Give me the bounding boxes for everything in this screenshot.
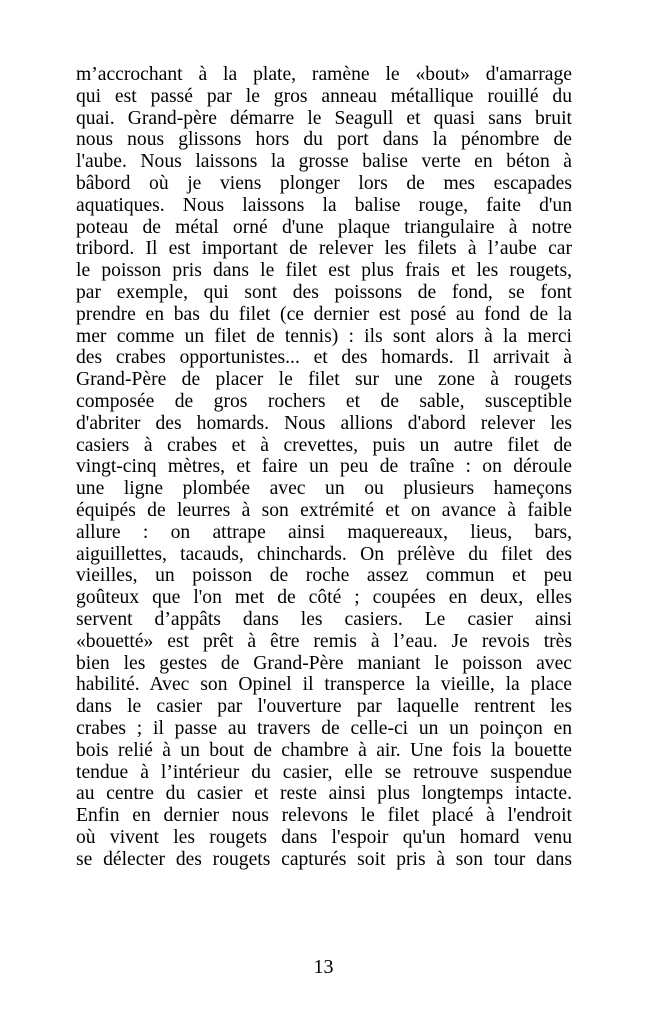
text-line: où vivent les rougets dans l'espoir qu'un homard venu bbox=[76, 826, 572, 848]
text-line: se délecter des rougets capturés soit pris à son tour dans bbox=[76, 848, 572, 870]
text-line: tendue à l’intérieur du casier, elle se retrouve suspendue bbox=[76, 761, 572, 783]
text-line: l'aube. Nous laissons la grosse balise verte en béton à bbox=[76, 151, 572, 173]
text-line: habilité. Avec son Opinel il transperce la vieille, la place bbox=[76, 674, 572, 696]
text-line: servent d’appâts dans les casiers. Le casier ainsi bbox=[76, 608, 572, 630]
text-line: poteau de métal orné d'une plaque triangulaire à notre bbox=[76, 216, 572, 238]
page-number: 13 bbox=[313, 956, 334, 978]
text-line: dans le casier par l'ouverture par laquelle rentrent les bbox=[76, 696, 572, 718]
text-line: nous nous glissons hors du port dans la pénombre de bbox=[76, 129, 572, 151]
text-line: tribord. Il est important de relever les filets à l’aube car bbox=[76, 238, 572, 260]
text-line: d'abriter des homards. Nous allions d'abord relever les bbox=[76, 412, 572, 434]
text-line: équipés de leurres à son extrémité et on avance à faible bbox=[76, 499, 572, 521]
text-line: «bouetté» est prêt à être remis à l’eau. Je revois très bbox=[76, 630, 572, 652]
text-line: au centre du casier et reste ainsi plus longtemps intacte. bbox=[76, 783, 572, 805]
text-line: par exemple, qui sont des poissons de fond, se font bbox=[76, 281, 572, 303]
text-line: vingt-cinq mètres, et faire un peu de traîne : on déroule bbox=[76, 456, 572, 478]
text-line: vieilles, un poisson de roche assez commun et peu bbox=[76, 565, 572, 587]
text-line: bois relié à un bout de chambre à air. Une fois la bouette bbox=[76, 739, 572, 761]
text-line: Grand-Père de placer le filet sur une zone à rougets bbox=[76, 369, 572, 391]
text-line: crabes ; il passe au travers de celle-ci un un poinçon en bbox=[76, 717, 572, 739]
text-line: quai. Grand-père démarre le Seagull et quasi sans bruit bbox=[76, 107, 572, 129]
text-line: prendre en bas du filet (ce dernier est posé au fond de la bbox=[76, 303, 572, 325]
text-line: des crabes opportunistes... et des homards. Il arrivait à bbox=[76, 347, 572, 369]
text-line: bâbord où je viens plonger lors de mes escapades bbox=[76, 172, 572, 194]
text-line: qui est passé par le gros anneau métallique rouillé du bbox=[76, 85, 572, 107]
text-line: Enfin en dernier nous relevons le filet placé à l'endroit bbox=[76, 805, 572, 827]
body-text bbox=[76, 64, 572, 870]
text-line: bien les gestes de Grand-Père maniant le poisson avec bbox=[76, 652, 572, 674]
text-line: aquatiques. Nous laissons la balise rouge, faite d'un bbox=[76, 194, 572, 216]
text-line: goûteux que l'on met de côté ; coupées en deux, elles bbox=[76, 587, 572, 609]
text-line: m’accrochant à la plate, ramène le «bout» d'amarrage bbox=[76, 64, 572, 85]
text-line: une ligne plombée avec un ou plusieurs hameçons bbox=[76, 478, 572, 500]
text-line: aiguillettes, tacauds, chinchards. On prélève du filet des bbox=[76, 543, 572, 565]
text-line: allure : on attrape ainsi maquereaux, lieus, bars, bbox=[76, 521, 572, 543]
text-line: le poisson pris dans le filet est plus frais et les rougets, bbox=[76, 260, 572, 282]
text-line: mer comme un filet de tennis) : ils sont alors à la merci bbox=[76, 325, 572, 347]
text-line: composée de gros rochers et de sable, susceptible bbox=[76, 390, 572, 412]
text-line: casiers à crabes et à crevettes, puis un autre filet de bbox=[76, 434, 572, 456]
